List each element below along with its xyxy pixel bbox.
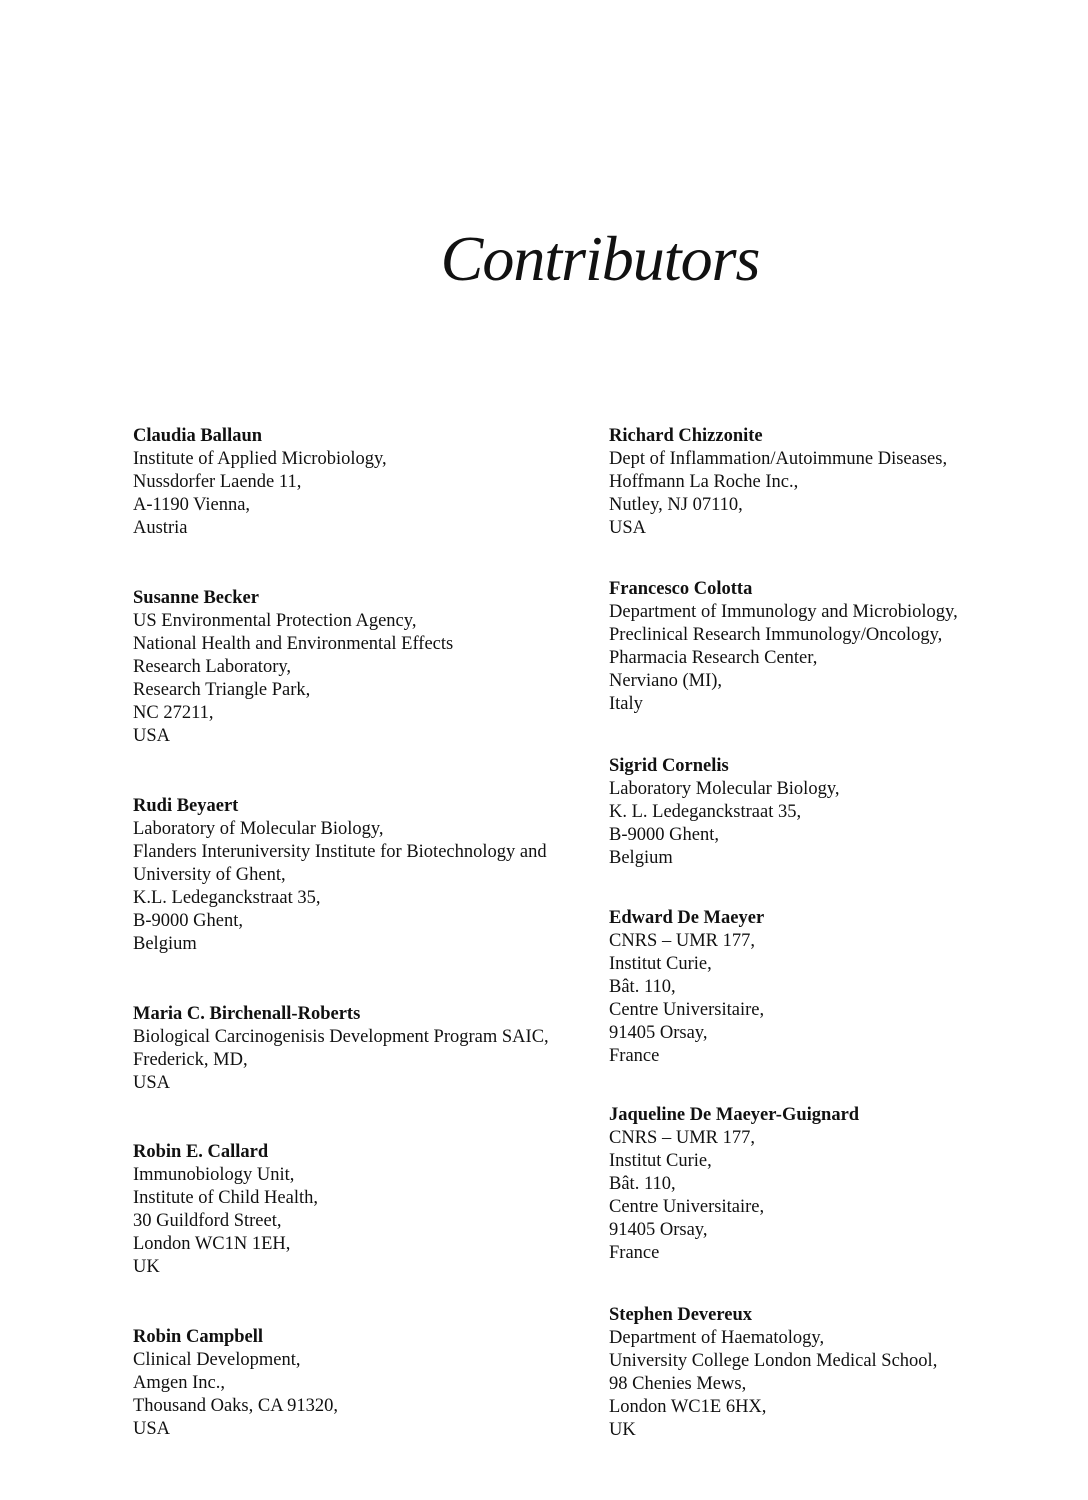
address-line: CNRS – UMR 177,	[609, 1128, 755, 1148]
contributor-entry	[133, 1141, 318, 1279]
address-line: University College London Medical School,	[609, 1351, 938, 1371]
address-line: Institute of Child Health,	[133, 1188, 318, 1208]
address-line: CNRS – UMR 177,	[609, 931, 755, 951]
address-line: Amgen Inc.,	[133, 1373, 225, 1393]
contributor-name: Jaqueline De Maeyer-Guignard	[609, 1105, 860, 1125]
address-line: Research Laboratory,	[133, 657, 292, 677]
address-line: K.L. Ledeganckstraat 35,	[133, 888, 321, 908]
address-line: Thousand Oaks, CA 91320,	[133, 1396, 339, 1416]
address-line: Hoffmann La Roche Inc.,	[609, 472, 799, 492]
address-line: Nutley, NJ 07110,	[609, 495, 743, 515]
address-line: London WC1N 1EH,	[133, 1234, 291, 1254]
contributor-entry	[133, 425, 387, 540]
address-line: Nerviano (MI),	[609, 671, 723, 691]
address-line: Research Triangle Park,	[133, 680, 311, 700]
address-line: UK	[133, 1257, 160, 1277]
address-line: Institut Curie,	[609, 954, 712, 974]
address-line: Centre Universitaire,	[609, 1000, 765, 1020]
contributor-entry	[133, 1003, 549, 1095]
address-line: Dept of Inflammation/Autoimmune Diseases,	[609, 449, 948, 469]
address-line: USA	[133, 726, 171, 746]
address-line: National Health and Environmental Effects	[133, 634, 454, 654]
address-line: NC 27211,	[133, 703, 214, 723]
contributor-entry	[609, 1304, 937, 1442]
address-line: Belgium	[609, 848, 673, 868]
contributor-name: Claudia Ballaun	[133, 426, 263, 446]
address-line: Nussdorfer Laende 11,	[133, 472, 302, 492]
address-line: Pharmacia Research Center,	[609, 648, 818, 668]
contributor-name: Stephen Devereux	[609, 1305, 753, 1325]
contributor-entry	[133, 1326, 338, 1441]
address-line: Department of Haematology,	[609, 1328, 825, 1348]
address-line: US Environmental Protection Agency,	[133, 611, 417, 631]
address-line: Flanders Interuniversity Institute for Biotechnology and	[133, 842, 547, 862]
contributor-name: Susanne Becker	[133, 588, 259, 608]
contributor-name: Francesco Colotta	[609, 579, 753, 599]
contributor-name: Robin Campbell	[133, 1327, 264, 1347]
address-line: France	[609, 1046, 660, 1066]
contributor-name: Robin E. Callard	[133, 1142, 269, 1162]
address-line: Frederick, MD,	[133, 1050, 248, 1070]
contributor-name: Edward De Maeyer	[609, 908, 765, 928]
address-line: Austria	[133, 518, 188, 538]
address-line: Immunobiology Unit,	[133, 1165, 295, 1185]
address-line: Belgium	[133, 934, 197, 954]
address-line: Clinical Development,	[133, 1350, 301, 1370]
contributor-entry	[609, 1104, 859, 1265]
address-line: K. L. Ledeganckstraat 35,	[609, 802, 802, 822]
address-line: USA	[133, 1073, 171, 1093]
address-line: 91405 Orsay,	[609, 1220, 708, 1240]
address-line: USA	[133, 1419, 171, 1439]
address-line: University of Ghent,	[133, 865, 286, 885]
address-line: UK	[609, 1420, 636, 1440]
contributor-entry	[609, 425, 947, 540]
contributor-name: Richard Chizzonite	[609, 426, 763, 446]
address-line: Laboratory Molecular Biology,	[609, 779, 840, 799]
address-line: B-9000 Ghent,	[609, 825, 719, 845]
address-line: Italy	[609, 694, 643, 714]
address-line: USA	[609, 518, 647, 538]
contributor-entry	[609, 907, 764, 1068]
address-line: Bât. 110,	[609, 977, 676, 997]
address-line: Centre Universitaire,	[609, 1197, 765, 1217]
contributor-name: Maria C. Birchenall-Roberts	[133, 1004, 361, 1024]
contributor-entry	[133, 587, 453, 748]
address-line: Preclinical Research Immunology/Oncology,	[609, 625, 943, 645]
contributor-entry	[609, 755, 840, 870]
contributor-name: Rudi Beyaert	[133, 796, 239, 816]
contributor-entry	[609, 578, 958, 716]
address-line: Bât. 110,	[609, 1174, 676, 1194]
address-line: London WC1E 6HX,	[609, 1397, 767, 1417]
contributor-name: Sigrid Cornelis	[609, 756, 729, 776]
address-line: Department of Immunology and Microbiology,	[609, 602, 958, 622]
address-line: B-9000 Ghent,	[133, 911, 243, 931]
address-line: Institute of Applied Microbiology,	[133, 449, 387, 469]
contributor-entry	[133, 795, 547, 956]
address-line: A-1190 Vienna,	[133, 495, 251, 515]
address-line: Laboratory of Molecular Biology,	[133, 819, 384, 839]
address-line: 91405 Orsay,	[609, 1023, 708, 1043]
address-line: Biological Carcinogenisis Development Program SAIC,	[133, 1027, 549, 1047]
address-line: 98 Chenies Mews,	[609, 1374, 747, 1394]
page-title: Contributors	[440, 223, 760, 294]
address-line: 30 Guildford Street,	[133, 1211, 282, 1231]
address-line: Institut Curie,	[609, 1151, 712, 1171]
address-line: France	[609, 1243, 660, 1263]
